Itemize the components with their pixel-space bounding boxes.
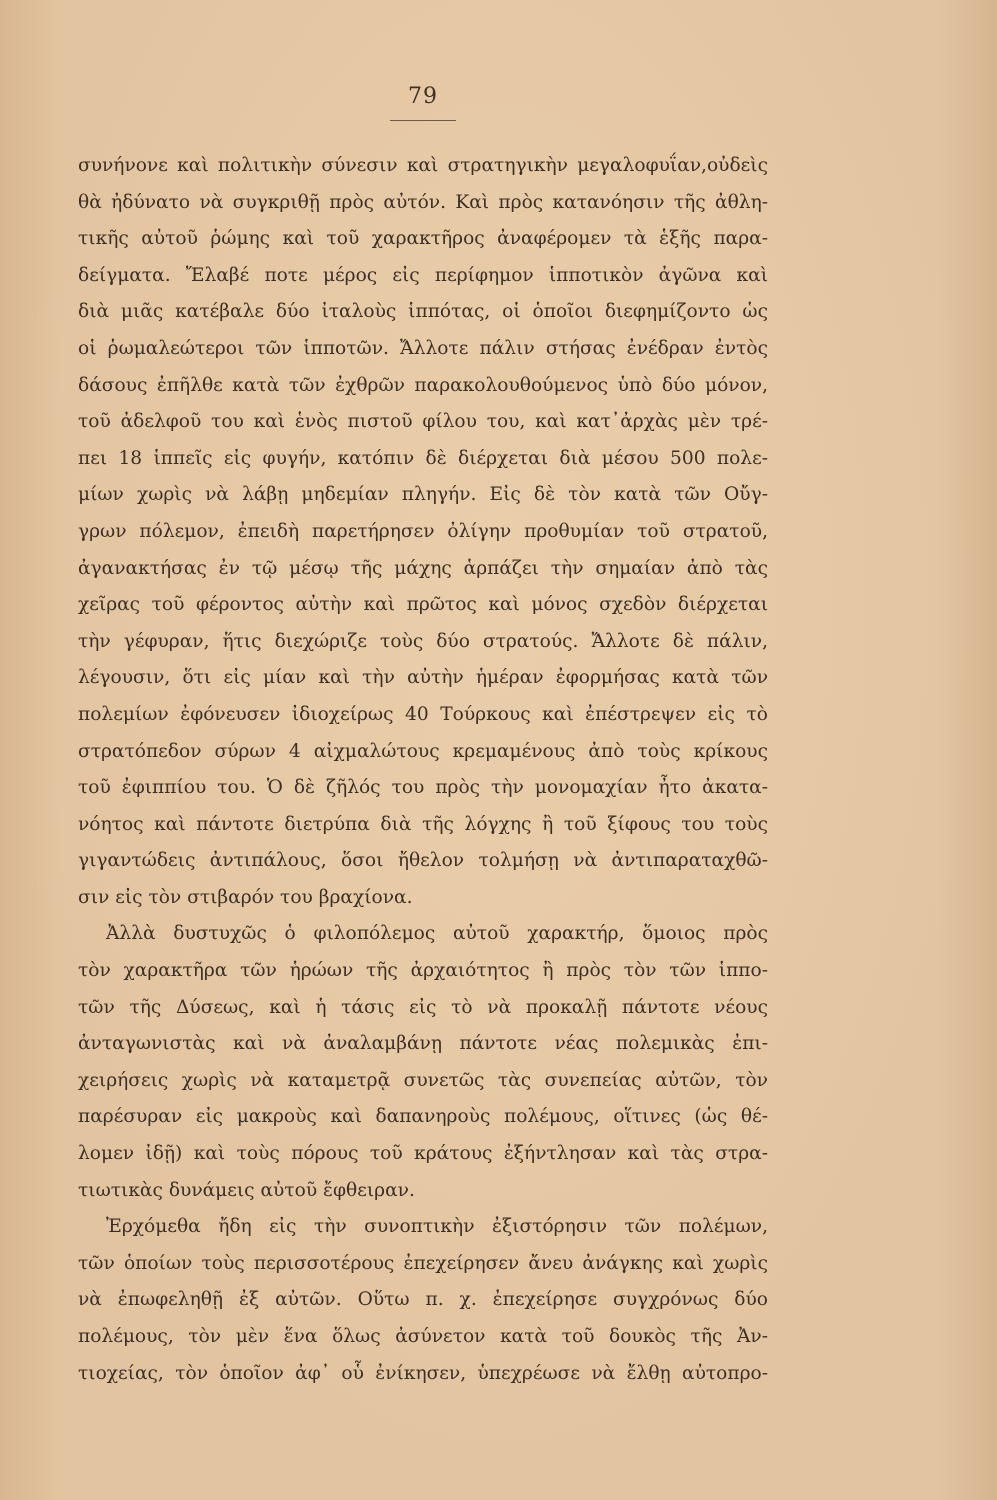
page-number-rule [390, 120, 456, 121]
text-line: Ἀλλὰ δυστυχῶς ὁ φιλοπόλεμος αὐτοῦ χαρακτήρ, ὅμοιος πρὸς [106, 923, 768, 945]
text-line: γιγαντώδεις ἀντιπάλους, ὅσοι ἤθελον τολμήσῃ νὰ ἀντιπαραταχθῶ- [78, 850, 768, 872]
text-line: οἱ ῥωμαλεώτεροι τῶν ἱπποτῶν. Ἄλλοτε πάλιν στήσας ἐνέδραν ἐντὸς [78, 337, 768, 359]
text-line: χεῖρας τοῦ φέροντος αὐτὴν καὶ πρῶτος καὶ μόνος σχεδὸν διέρχεται [78, 594, 768, 616]
text-line: θὰ ἠδύνατο νὰ συγκριθῇ πρὸς αὐτόν. Καὶ πρὸς κατανόησιν τῆς ἀθλη- [78, 191, 768, 213]
paragraph-2 [78, 916, 768, 1209]
text-line: πολεμίων ἐφόνευσεν ἰδιοχείρως 40 Τούρκους καὶ ἐπέστρεψεν εἰς τὸ [78, 703, 768, 725]
text-line: τοῦ ἀδελφοῦ του καὶ ἑνὸς πιστοῦ φίλου του, καὶ κατ᾽ἀρχὰς μὲν τρέ- [78, 411, 768, 433]
text-line: τὸν χαρακτῆρα τῶν ἡρώων τῆς ἀρχαιότητος ἢ πρὸς τὸν τῶν ἱππο- [78, 960, 768, 982]
text-line: λομεν ἰδῇ) καὶ τοὺς πόρους τοῦ κράτους ἐξήντλησαν καὶ τὰς στρα- [78, 1143, 768, 1165]
text-line: χειρήσεις χωρὶς νὰ καταμετρᾷ συνετῶς τὰς συνεπείας αὐτῶν, τὸν [78, 1069, 768, 1091]
text-line: τιοχείας, τὸν ὁποῖον ἀφ᾽ οὗ ἐνίκησεν, ὑπεχρέωσε νὰ ἔλθῃ αὐτοπρο- [78, 1362, 768, 1384]
page-number: 79 [408, 84, 438, 109]
body-text [78, 148, 768, 1392]
text-line: Ἐρχόμεθα ἤδη εἰς τὴν συνοπτικὴν ἐξιστόρησιν τῶν πολέμων, [106, 1216, 768, 1238]
text-line: πολέμους, τὸν μὲν ἕνα ὅλως ἀσύνετον κατὰ τοῦ δουκὸς τῆς Ἀν- [78, 1326, 768, 1347]
text-line: νόητος καὶ πάντοτε διετρύπα διὰ τῆς λόγχης ἢ τοῦ ξίφους του τοὺς [78, 813, 768, 835]
text-line: ἀνταγωνιστὰς καὶ νὰ ἀναλαμβάνῃ πάντοτε νέας πολεμικὰς ἐπι- [78, 1033, 768, 1055]
paragraph-3 [78, 1209, 768, 1392]
text-line: τῶν τῆς Δύσεως, καὶ ἡ τάσις εἰς τὸ νὰ προκαλῇ πάντοτε νέους [78, 996, 768, 1018]
text-line: σιν εἰς τὸν στιβαρόν του βραχίονα. [78, 886, 413, 908]
text-line: λέγουσιν, ὅτι εἰς μίαν καὶ τὴν αὐτὴν ἡμέραν ἐφορμήσας κατὰ τῶν [78, 667, 768, 689]
text-line: παρέσυραν εἰς μακροὺς καὶ δαπανηροὺς πολέμους, οἵτινες (ὡς θέ- [78, 1106, 768, 1128]
text-line: τιωτικὰς δυνάμεις αὐτοῦ ἔφθειραν. [78, 1179, 415, 1201]
text-line: δάσους ἐπῆλθε κατὰ τῶν ἐχθρῶν παρακολουθούμενος ὑπὸ δύο μόνον, [78, 374, 768, 396]
paragraph-1 [78, 148, 768, 916]
text-line: γρων πόλεμον, ἐπειδὴ παρετήρησεν ὀλίγην προθυμίαν τοῦ στρατοῦ, [78, 520, 768, 542]
text-line: τοῦ ἐφιππίου του. Ὁ δὲ ζῆλός του πρὸς τὴν μονομαχίαν ἦτο ἀκατα- [78, 777, 768, 799]
text-line: μίων χωρὶς νὰ λάβῃ μηδεμίαν πληγήν. Εἰς δὲ τὸν κατὰ τῶν Οὔγ- [78, 484, 768, 506]
text-line: πει 18 ἱππεῖς εἰς φυγήν, κατόπιν δὲ διέρχεται διὰ μέσου 500 πολε- [78, 447, 768, 469]
text-line: συνήνονε καὶ πολιτικὴν σύνεσιν καὶ στρατηγικὴν μεγαλοφυΐαν,οὐδεὶς [78, 155, 768, 176]
text-line: ἀγανακτήσας ἐν τῷ μέσῳ τῆς μάχης ἁρπάζει τὴν σημαίαν ἀπὸ τὰς [78, 557, 768, 579]
text-line: τῶν ὁποίων τοὺς περισσοτέρους ἐπεχείρησεν ἄνευ ἀνάγκης καὶ χωρὶς [78, 1252, 768, 1274]
text-line: τικῆς αὐτοῦ ῥώμης καὶ τοῦ χαρακτῆρος ἀναφέρομεν τὰ ἑξῆς παρα- [78, 228, 768, 250]
text-line: διὰ μιᾶς κατέβαλε δύο ἰταλοὺς ἱππότας, οἱ ὁποῖοι διεφημίζοντο ὡς [78, 301, 768, 323]
text-line: δείγματα. Ἔλαβέ ποτε μέρος εἰς περίφημον ἱπποτικὸν ἀγῶνα καὶ [78, 264, 768, 286]
text-line: τὴν γέφυραν, ἥτις διεχώριζε τοὺς δύο στρατούς. Ἄλλοτε δὲ πάλιν, [78, 630, 768, 652]
text-line: στρατόπεδον σύρων 4 αἰχμαλώτους κρεμαμένους ἀπὸ τοὺς κρίκους [78, 740, 768, 762]
text-line: νὰ ἐπωφεληθῇ ἐξ αὐτῶν. Οὕτω π. χ. ἐπεχείρησε συγχρόνως δύο [78, 1289, 768, 1311]
